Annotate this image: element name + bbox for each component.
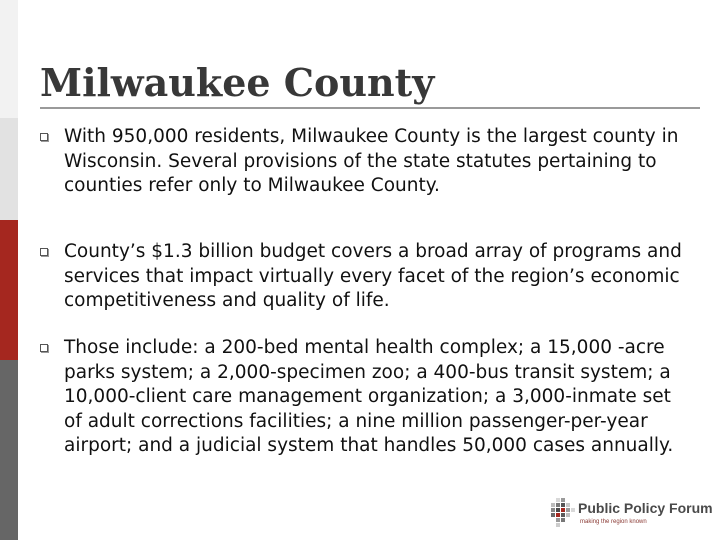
square-bullet-icon (40, 248, 48, 256)
square-bullet-icon (40, 133, 48, 141)
square-bullet-icon (40, 344, 48, 352)
side-band-mid (0, 118, 18, 220)
bullet-text: County’s $1.3 billion budget covers a broad array of programs and services that impact virtually every facet of the region’s economic competitiveness and quality of life. (64, 241, 682, 311)
bullet-item (24, 336, 694, 459)
logo-name: Public Policy Forum (578, 500, 713, 516)
bullet-text: With 950,000 residents, Milwaukee County is the largest county in Wisconsin. Several provisions of the state statutes pertaining to counties refer only to Milwaukee County. (64, 126, 679, 196)
slide-title: Milwaukee County (40, 60, 435, 105)
side-band-light (0, 0, 18, 118)
bullet-item (24, 240, 694, 314)
side-band-gray (0, 360, 18, 540)
bullet-item (24, 125, 694, 199)
title-divider (40, 107, 700, 109)
bullet-text: Those include: a 200-bed mental health complex; a 15,000 -acre parks system; a 2,000-specimen zoo; a 400-bus transit system; a 10,000-client care management organization; a 3,000-inmate set of adult corrections facilities; a nine million passenger-per-year airport; and a judicial system that handles 50,000 cases annually. (64, 337, 674, 456)
side-band-red (0, 220, 18, 360)
logo-tagline: making the region known (580, 519, 647, 525)
pixel-grid-logo-icon (548, 498, 576, 528)
public-policy-forum-logo (548, 496, 713, 532)
